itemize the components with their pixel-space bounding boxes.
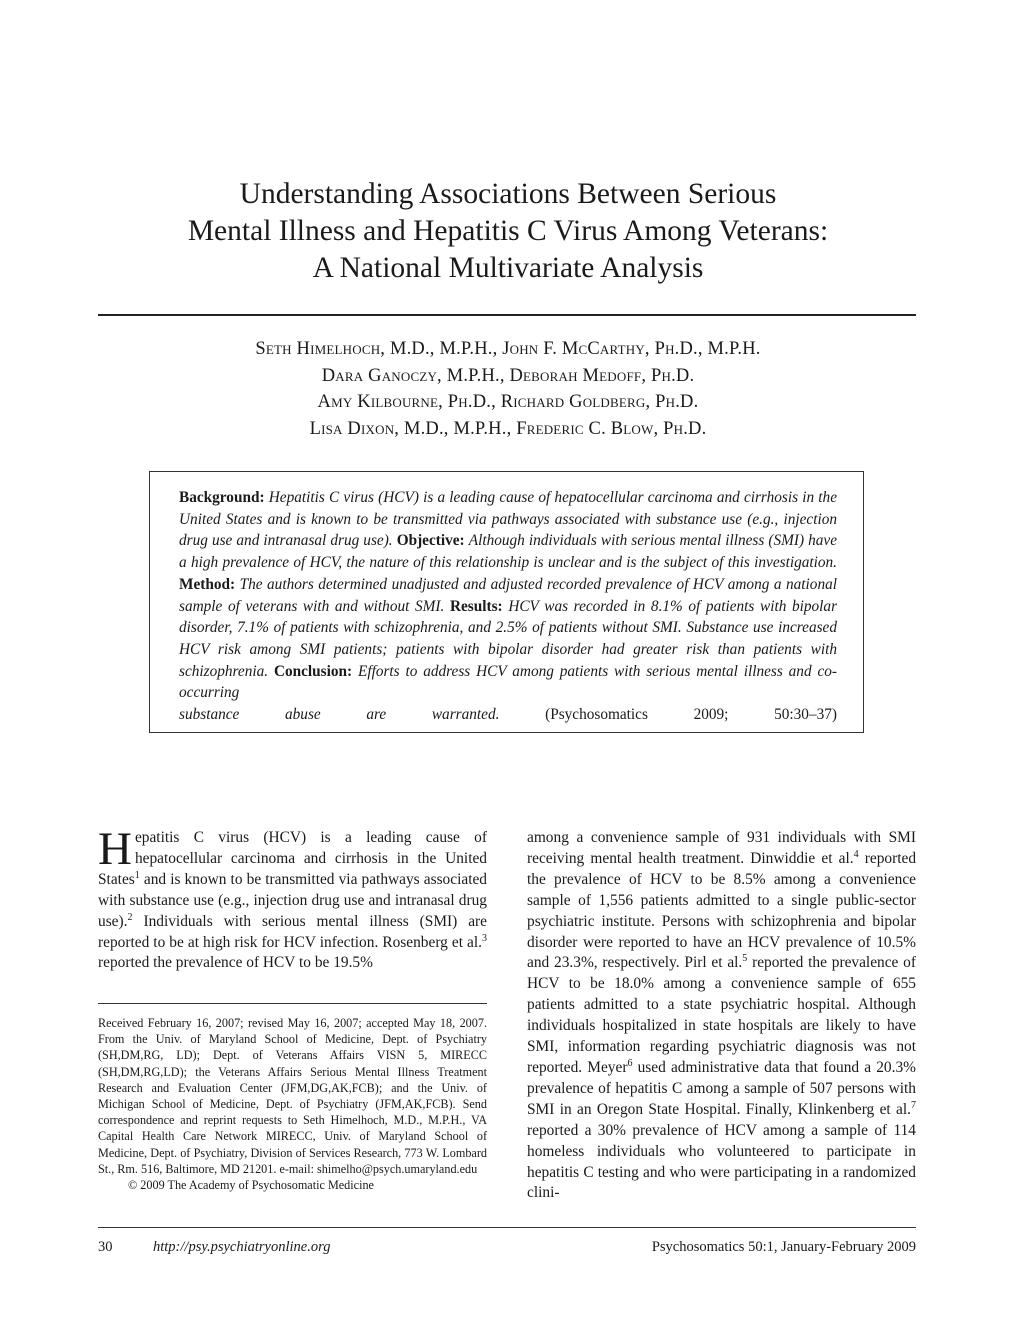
page-number: 30 xyxy=(98,1239,113,1255)
abstract-conclusion-label: Conclusion: xyxy=(273,662,353,680)
body-text: used administrative data that found a 20.3% prevalence of hepatitis C among a sample of 507 persons with SMI in an Oregon State Hospital. Finally, Klinkenberg et al. xyxy=(527,1058,916,1118)
body-text: Individuals with serious mental illness (SMI) are reported to be at high risk for HCV infection. Rosenberg et al. xyxy=(98,912,487,951)
abstract-background-label: Background: xyxy=(179,489,265,506)
body-text: reported the prevalence of HCV to be 19.5% xyxy=(98,954,373,972)
footnote xyxy=(98,1015,487,1193)
footer-divider xyxy=(98,1227,916,1228)
abstract-objective-text: Although individuals with serious mental illness (SMI) have a high prevalence of HCV, the nature of this relationship is unclear and is the subject of this investigation. xyxy=(179,532,837,572)
title-line-3: A National Multivariate Analysis xyxy=(312,252,704,284)
abstract-conclusion-text-end: substance abuse are warranted. xyxy=(179,706,500,724)
abstract xyxy=(179,487,837,726)
reference-2: 2 xyxy=(127,911,133,923)
copyright: © 2009 The Academy of Psychosomatic Medicine xyxy=(128,1178,374,1193)
footnote-text: Received February 16, 2007; revised May 16, 2007; accepted May 18, 2007. From the Univ. of Maryland School of Medicine, Dept. of Psychiatry (SH,DM,RG, LD); Dept. of Veterans Affairs VISN 5, MIRECC (SH,DM,RG,LD); the Veterans Affairs Serious Mental Illness Treatment Research and Evaluation Center (JFM,DG,AK,FCB); and the Univ. of Michigan School of Medicine, Dept. of Psychiatry (JFM,AK,FCB). Send correspondence and reprint requests to Seth Himelhoch, M.D., M.P.H., VA Capital Health Care Network MIRECC, Univ. of Maryland School of Medicine, Dept. of Psychiatry, Division of Services Research, 773 W. Lombard St., Rm. 516, Baltimore, MD 21201. e-mail: shimelho@psych.umaryland.edu xyxy=(98,1016,487,1176)
reference-6: 6 xyxy=(627,1057,633,1069)
abstract-background-text: Hepatitis C virus (HCV) is a leading cause of hepatocellular carcinoma and cirrhosis in the United States and is known to be transmitted via pathways associated with substance use (e.g., injection drug use and intranasal drug use). xyxy=(179,489,837,550)
article-title xyxy=(100,176,916,287)
journal-url[interactable]: http://psy.psychiatryonline.org xyxy=(153,1239,331,1255)
body-text: reported the prevalence of HCV to be 8.5% among a convenience sample of 1,556 patients admitted to a single public-sector psychiatric institute. Persons with schizophrenia and bipolar disorder were reported to have an HCV prevalence of 10.5% and 23.3%, respectively. Pirl et al. xyxy=(527,849,917,972)
footnote-divider xyxy=(98,1003,487,1004)
abstract-results-label: Results: xyxy=(449,597,503,615)
body-text: reported the prevalence of HCV to be 18.0% among a convenience sample of 655 patients admitted to a state psychiatric hospital. Although individuals hospitalized in state hospitals are likely to have SMI, information regarding psychiatric diagnosis was not reported. Meyer xyxy=(527,954,917,1076)
body-paragraph xyxy=(98,823,487,974)
author-line-4: Lisa Dixon, M.D., M.P.H., Frederic C. Blow, Ph.D. xyxy=(309,418,707,439)
reference-3: 3 xyxy=(482,932,487,944)
abstract-results-text: HCV was recorded in 8.1% of patients with bipolar disorder, 7.1% of patients with schizophrenia, and 2.5% of patients without SMI. Substance use increased HCV risk among SMI patients; patients with bipolar disorder had greater risk than patients with schizophrenia. xyxy=(179,597,838,680)
reference-5: 5 xyxy=(742,953,748,965)
reference-4: 4 xyxy=(853,848,859,860)
abstract-last-line xyxy=(179,704,837,726)
abstract-method-text: The authors determined unadjusted and adjusted recorded prevalence of HCV among a national sample of veterans with and without SMI. xyxy=(179,575,837,615)
title-line-2: Mental Illness and Hepatitis C Virus Among Veterans: xyxy=(187,215,829,247)
drop-cap: H xyxy=(98,823,132,875)
abstract-method-label: Method: xyxy=(179,575,236,593)
abstract-objective-label: Objective: xyxy=(396,532,465,550)
reference-7: 7 xyxy=(911,1099,916,1111)
body-paragraph xyxy=(527,828,916,1204)
body-column-left xyxy=(98,823,487,974)
author-line-1: Seth Himelhoch, M.D., M.P.H., John F. McCarthy, Ph.D., M.P.H. xyxy=(255,339,761,359)
author-list xyxy=(100,336,916,442)
body-text: epatitis C virus (HCV) is a leading cause of hepatocellular carcinoma and cirrhosis in the United States xyxy=(98,829,487,888)
title-line-1: Understanding Associations Between Serious xyxy=(239,178,777,210)
title-divider xyxy=(98,314,916,316)
body-text: and is known to be transmitted via pathways associated with substance use (e.g., injection drug use and intranasal drug use). xyxy=(98,870,487,930)
body-text: reported a 30% prevalence of HCV among a sample of 114 homeless individuals who volunteered to participate in hepatitis C testing and who were participating in a randomized clini- xyxy=(527,1121,916,1202)
abstract-conclusion-text: Efforts to address HCV among patients with serious mental illness and co-occurring xyxy=(179,662,837,702)
author-line-3: Amy Kilbourne, Ph.D., Richard Goldberg, Ph.D. xyxy=(317,392,699,412)
abstract-citation: (Psychosomatics 2009; 50:30–37) xyxy=(545,706,837,724)
author-line-2: Dara Ganoczy, M.P.H., Deborah Medoff, Ph.D. xyxy=(321,365,695,386)
journal-citation: Psychosomatics 50:1, January-February 2009 xyxy=(651,1239,916,1255)
reference-1: 1 xyxy=(134,869,140,881)
body-column-right xyxy=(527,828,916,1204)
body-text: among a convenience sample of 931 individuals with SMI receiving mental health treatment. Dinwiddie et al. xyxy=(527,829,916,867)
